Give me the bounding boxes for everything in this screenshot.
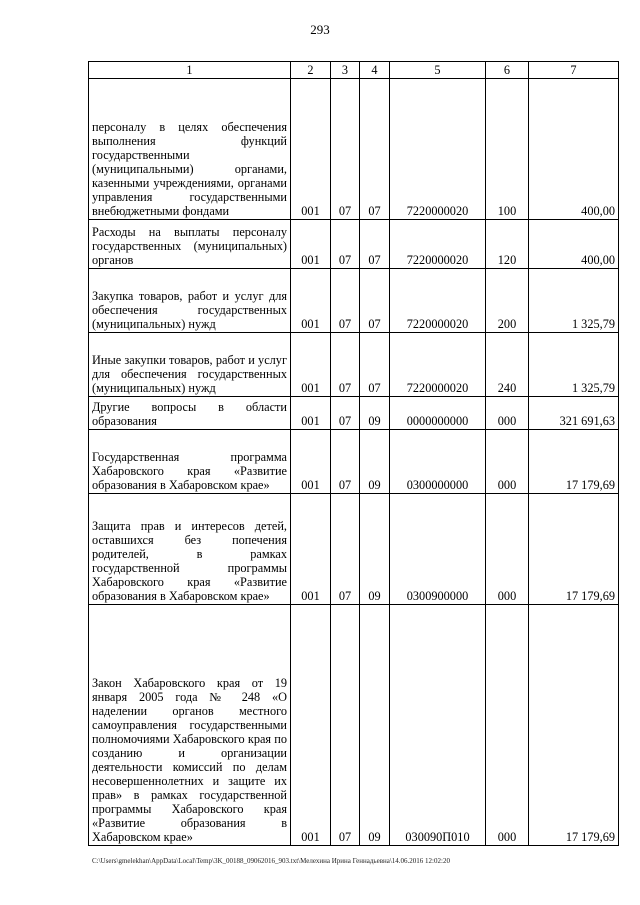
- row-code-ministry: 001: [291, 333, 331, 397]
- table-row: [89, 333, 619, 397]
- row-code-subsection: 09: [360, 430, 390, 494]
- row-code-section: 07: [331, 430, 360, 494]
- table-row: [89, 397, 619, 430]
- row-sum: 17 179,69: [529, 430, 619, 494]
- table-row: [89, 269, 619, 333]
- row-code-subsection: 09: [360, 397, 390, 430]
- row-code-expense-type: 000: [486, 494, 529, 605]
- row-code-target: 0000000000: [390, 397, 486, 430]
- row-sum: 1 325,79: [529, 333, 619, 397]
- file-path-footer: C:\Users\gmelekhan\AppData\Local\Temp\3K_00188_09062016_903.txt\Мелехина Ирина Геннадьевна\14.06.2016 12:02:20: [92, 857, 450, 865]
- table-row: [89, 430, 619, 494]
- header-cell: 3: [331, 62, 360, 79]
- table-header-row: [89, 62, 619, 79]
- row-code-section: 07: [331, 397, 360, 430]
- row-code-target: 0300000000: [390, 430, 486, 494]
- header-cell: 7: [529, 62, 619, 79]
- row-code-target: 7220000020: [390, 220, 486, 269]
- row-sum: 400,00: [529, 79, 619, 220]
- row-name: Другие вопросы в области образования: [89, 397, 291, 430]
- row-code-section: 07: [331, 220, 360, 269]
- row-code-ministry: 001: [291, 269, 331, 333]
- row-code-ministry: 001: [291, 605, 331, 846]
- row-sum: 17 179,69: [529, 605, 619, 846]
- row-code-target: 7220000020: [390, 269, 486, 333]
- page-number: 293: [310, 22, 330, 37]
- row-code-expense-type: 200: [486, 269, 529, 333]
- row-code-section: 07: [331, 494, 360, 605]
- header-cell: 6: [486, 62, 529, 79]
- row-code-expense-type: 000: [486, 397, 529, 430]
- row-code-target: 030090П010: [390, 605, 486, 846]
- row-code-subsection: 09: [360, 605, 390, 846]
- row-code-subsection: 07: [360, 79, 390, 220]
- header-cell: 1: [89, 62, 291, 79]
- row-name: Закупка товаров, работ и услуг для обеспечения государственных (муниципальных) нужд: [89, 269, 291, 333]
- row-sum: 17 179,69: [529, 494, 619, 605]
- row-code-section: 07: [331, 333, 360, 397]
- row-name: Иные закупки товаров, работ и услуг для обеспечения государственных (муниципальных) нужд: [89, 333, 291, 397]
- header-cell: 4: [360, 62, 390, 79]
- row-code-expense-type: 120: [486, 220, 529, 269]
- row-code-ministry: 001: [291, 494, 331, 605]
- row-code-ministry: 001: [291, 79, 331, 220]
- row-code-ministry: 001: [291, 430, 331, 494]
- row-code-section: 07: [331, 269, 360, 333]
- row-code-target: 7220000020: [390, 79, 486, 220]
- row-sum: 400,00: [529, 220, 619, 269]
- row-code-ministry: 001: [291, 397, 331, 430]
- row-code-subsection: 07: [360, 220, 390, 269]
- table-row: [89, 79, 619, 220]
- row-code-subsection: 07: [360, 333, 390, 397]
- row-sum: 1 325,79: [529, 269, 619, 333]
- row-name: Защита прав и интересов детей, оставшихся без попечения родителей, в рамках государственной программы Хабаровского края «Развитие образования в Хабаровском крае»: [89, 494, 291, 605]
- row-code-expense-type: 240: [486, 333, 529, 397]
- row-code-expense-type: 000: [486, 430, 529, 494]
- row-name: Расходы на выплаты персоналу государственных (муниципальных) органов: [89, 220, 291, 269]
- row-code-ministry: 001: [291, 220, 331, 269]
- row-code-expense-type: 000: [486, 605, 529, 846]
- row-code-target: 7220000020: [390, 333, 486, 397]
- row-code-target: 0300900000: [390, 494, 486, 605]
- row-code-section: 07: [331, 605, 360, 846]
- row-name: персоналу в целях обеспечения выполнения функций государственными (муниципальными) органами, казенными учреждениями, органами управления государственными внебюджетными фондами: [89, 79, 291, 220]
- table-row: [89, 605, 619, 846]
- table-row: [89, 220, 619, 269]
- table-row: [89, 494, 619, 605]
- header-cell: 5: [390, 62, 486, 79]
- row-code-subsection: 07: [360, 269, 390, 333]
- row-name: Государственная программа Хабаровского края «Развитие образования в Хабаровском крае»: [89, 430, 291, 494]
- header-cell: 2: [291, 62, 331, 79]
- budget-table: [88, 61, 619, 846]
- row-code-expense-type: 100: [486, 79, 529, 220]
- row-code-subsection: 09: [360, 494, 390, 605]
- row-sum: 321 691,63: [529, 397, 619, 430]
- row-code-section: 07: [331, 79, 360, 220]
- row-name: Закон Хабаровского края от 19 января 2005 года № 248 «О наделении органов местного самоуправления государственными полномочиями Хабаровского края по созданию и организации деятельности комиссий по делам несовершеннолетних и защите их прав» в рамках государственной программы Хабаровского края «Развитие образования в Хабаровском крае»: [89, 605, 291, 846]
